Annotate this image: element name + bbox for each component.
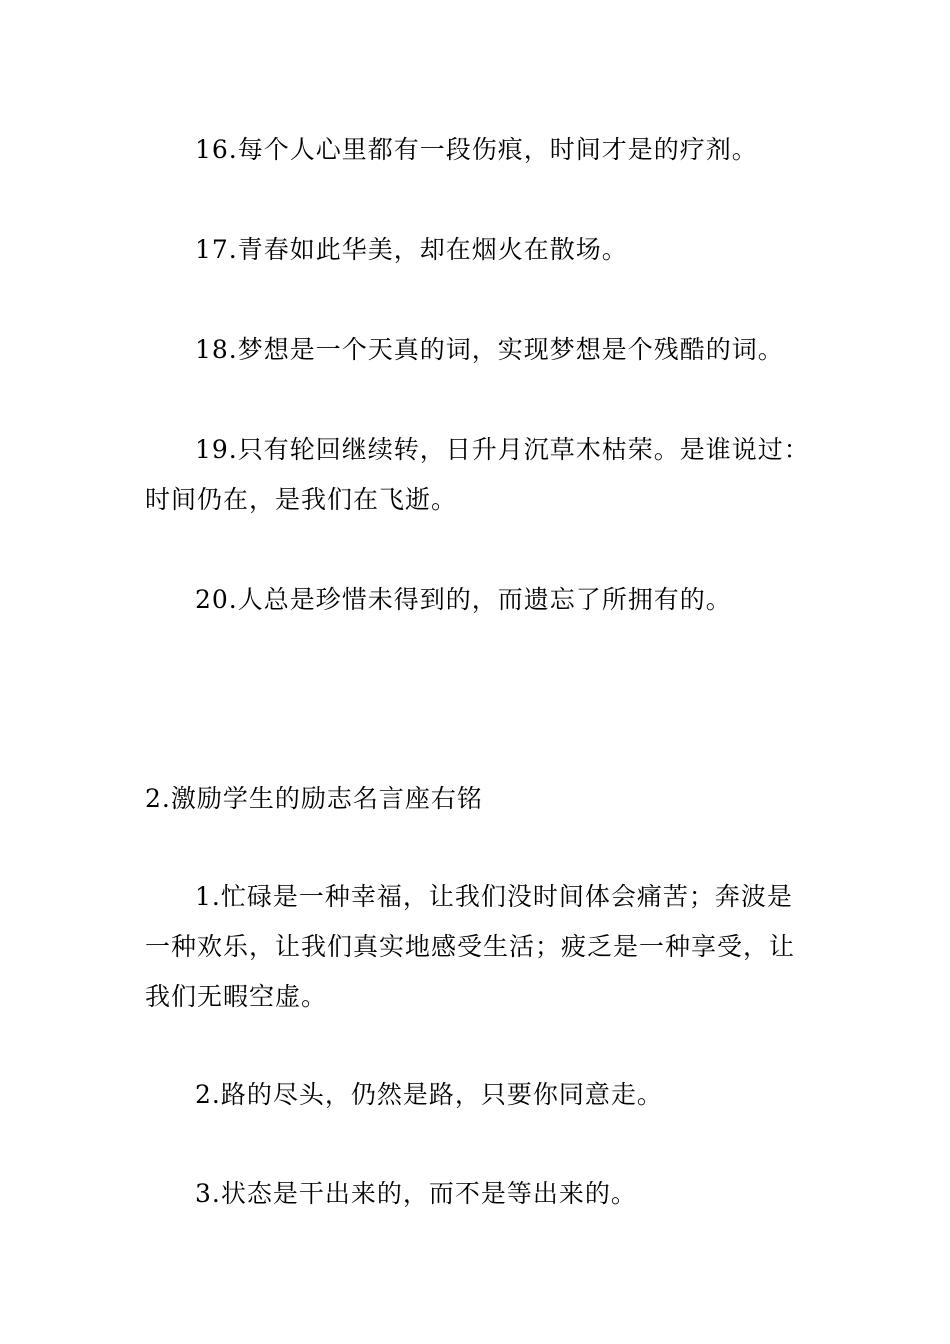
section-heading: 2.激励学生的励志名言座右铭 bbox=[145, 784, 483, 813]
motto-1-line-2: 一种欢乐，让我们真实地感受生活；疲乏是一种享受，让 bbox=[145, 932, 796, 961]
quote-17: 17.青春如此华美，却在烟火在散场。 bbox=[195, 235, 628, 264]
motto-2: 2.路的尽头，仍然是路，只要你同意走。 bbox=[195, 1080, 663, 1109]
quote-19-line-2: 时间仍在，是我们在飞逝。 bbox=[145, 485, 458, 514]
motto-3: 3.状态是干出来的，而不是等出来的。 bbox=[195, 1179, 637, 1208]
quote-19-line-1: 19.只有轮回继续转，日升月沉草木枯荣。是谁说过： bbox=[195, 435, 810, 464]
quote-18: 18.梦想是一个天真的词，实现梦想是个残酷的词。 bbox=[195, 335, 784, 364]
quote-20: 20.人总是珍惜未得到的，而遗忘了所拥有的。 bbox=[195, 585, 732, 614]
motto-1-line-3: 我们无暇空虚。 bbox=[145, 982, 328, 1011]
motto-1-line-1: 1.忙碌是一种幸福，让我们没时间体会痛苦；奔波是 bbox=[195, 882, 793, 911]
quote-16: 16.每个人心里都有一段伤痕，时间才是的疗剂。 bbox=[195, 135, 758, 164]
